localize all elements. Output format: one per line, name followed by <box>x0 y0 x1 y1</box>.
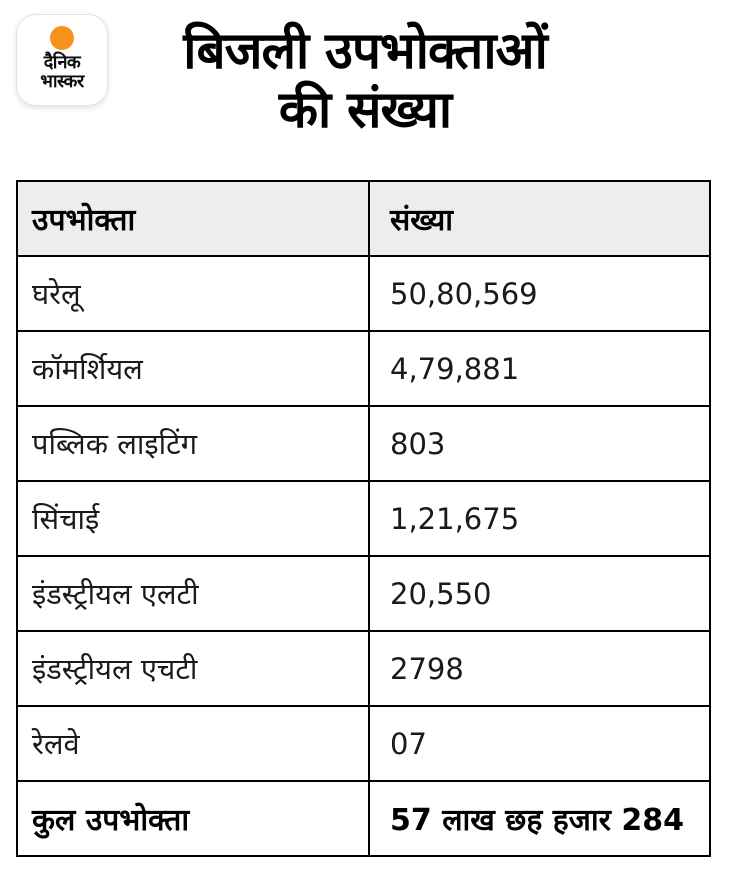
row-value: 50,80,569 <box>369 256 710 331</box>
logo-text-line1: दैनिक <box>43 52 81 73</box>
logo-text-line2: भास्कर <box>40 71 84 93</box>
table-row <box>17 706 710 781</box>
row-value: 2798 <box>369 631 710 706</box>
row-label: कॉमर्शियल <box>17 331 369 406</box>
consumers-table <box>16 180 711 857</box>
total-label: कुल उपभोक्ता <box>17 781 369 856</box>
row-value: 803 <box>369 406 710 481</box>
table-row <box>17 556 710 631</box>
row-value: 4,79,881 <box>369 331 710 406</box>
table-row <box>17 256 710 331</box>
table-header-row <box>17 181 710 256</box>
table-total-row <box>17 781 710 856</box>
column-header-consumer: उपभोक्ता <box>17 181 369 256</box>
row-value: 07 <box>369 706 710 781</box>
total-value: 57 लाख छह हजार 284 <box>369 781 710 856</box>
dainik-bhaskar-logo <box>16 14 108 106</box>
row-label: रेलवे <box>17 706 369 781</box>
row-label: इंडस्ट्रीयल एलटी <box>17 556 369 631</box>
sun-icon <box>50 26 74 50</box>
row-label: इंडस्ट्रीयल एचटी <box>17 631 369 706</box>
page-header <box>0 0 730 180</box>
page-title-line1: बिजली उपभोक्ताओं <box>183 22 547 81</box>
page-title <box>0 0 730 140</box>
row-value: 1,21,675 <box>369 481 710 556</box>
table-row <box>17 631 710 706</box>
row-label: घरेलू <box>17 256 369 331</box>
row-label: सिंचाई <box>17 481 369 556</box>
table-row <box>17 406 710 481</box>
row-value: 20,550 <box>369 556 710 631</box>
row-label: पब्लिक लाइटिंग <box>17 406 369 481</box>
page-title-line2: की संख्या <box>278 81 452 141</box>
table-row <box>17 481 710 556</box>
column-header-count: संख्या <box>369 181 710 256</box>
table-row <box>17 331 710 406</box>
